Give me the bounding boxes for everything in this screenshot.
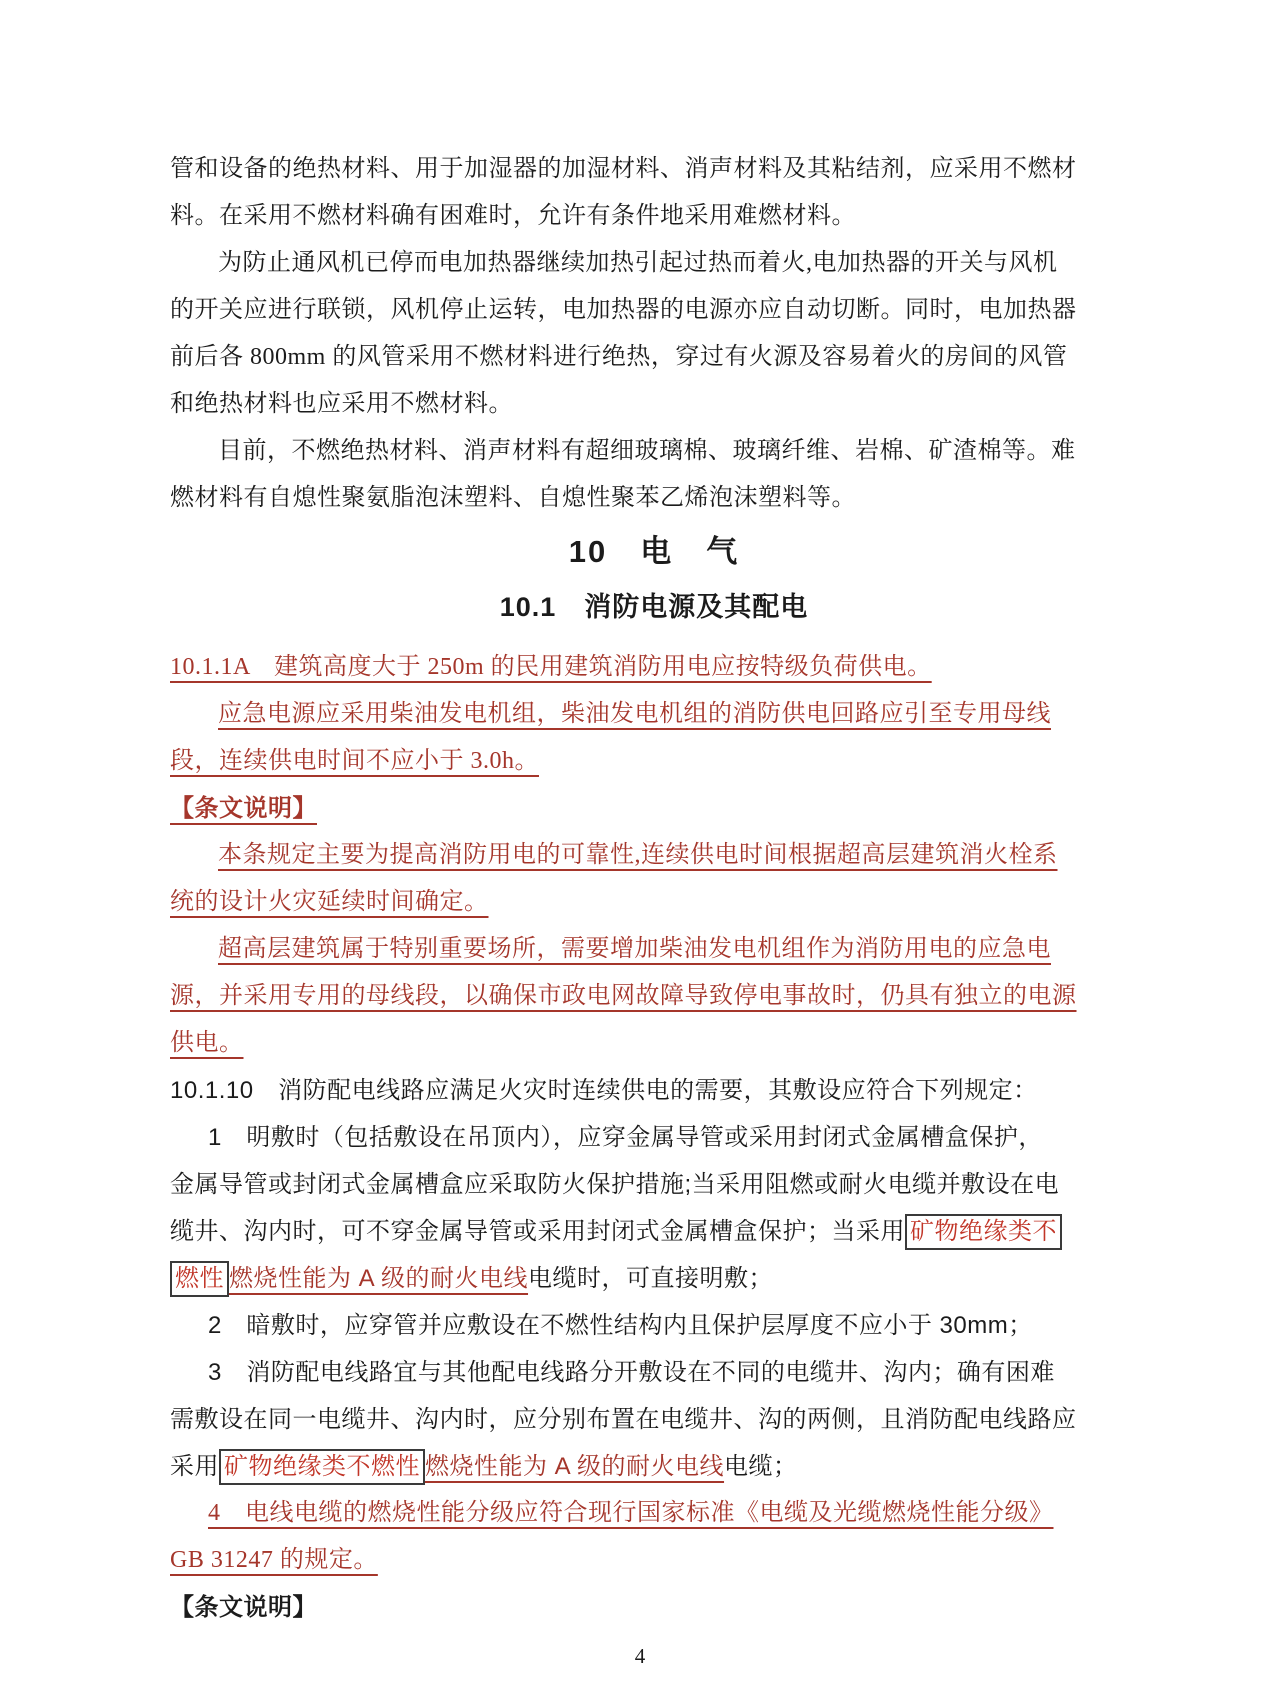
revision-red-text: 10.1.1A 建筑高度大于 250m 的民用建筑消防用电应按特级负荷供电。 — [170, 654, 932, 680]
commentary-line — [170, 973, 1138, 1020]
body-line — [170, 381, 1138, 428]
text-segment: 缆井、沟内时，可不穿金属导管或采用封闭式金属槽盒保护；当采用 — [170, 1218, 905, 1245]
clause-line — [170, 691, 1138, 738]
text-segment: 金属导管或封闭式金属槽盒应采取防火保护措施;当采用阻燃或耐火电缆并敷设在电 — [170, 1171, 1060, 1198]
text-segment: 2 暗敷时，应穿管并应敷设在不燃性结构内且保护层厚度不应小于 30mm； — [208, 1312, 1033, 1339]
revision-red-text: 燃烧性能为 A 级的耐火电线 — [229, 1265, 529, 1292]
text-segment: 10.1 消防电源及其配电 — [499, 592, 809, 622]
text-segment: 3 消防配电线路宜与其他配电线路分开敷设在不同的电缆井、沟内；确有困难 — [208, 1359, 1055, 1386]
document-content — [170, 146, 1138, 1631]
commentary-line — [170, 832, 1138, 879]
revision-red-text: 统的设计火灾延续时间确定。 — [170, 889, 489, 915]
commentary-line — [170, 1020, 1138, 1067]
body-line — [170, 334, 1138, 381]
clause-item-line — [170, 1114, 1138, 1161]
revision-red-text: 源，并采用专用的母线段，以确保市政电网故障导致停电事故时，仍具有独立的电源 — [170, 983, 1077, 1009]
revision-red-text: 本条规定主要为提高消防用电的可靠性,连续供电时间根据超高层建筑消火栓系 — [218, 842, 1058, 868]
revision-red-text: 超高层建筑属于特别重要场所，需要增加柴油发电机组作为消防用电的应急电 — [218, 936, 1051, 962]
clause-item-line — [170, 1255, 1138, 1302]
revision-red-text: 燃烧性能为 A 级的耐火电线 — [425, 1453, 725, 1480]
commentary-label — [170, 785, 1138, 832]
revision-red-text: GB 31247 的规定。 — [170, 1547, 378, 1573]
revision-red-text: 【条文说明】 — [170, 795, 317, 822]
text-segment: 采用 — [170, 1453, 219, 1480]
text-segment: 的开关应进行联锁，风机停止运转，电加热器的电源亦应自动切断。同时，电加热器 — [170, 297, 1077, 323]
text-segment: 目前，不燃绝热材料、消声材料有超细玻璃棉、玻璃纤维、岩棉、矿渣棉等。难 — [218, 438, 1076, 464]
revision-red-text: 供电。 — [170, 1030, 244, 1056]
clause-item-line — [170, 1490, 1138, 1537]
clause-line — [170, 1067, 1138, 1114]
chapter-heading — [170, 524, 1138, 580]
body-line — [170, 240, 1138, 287]
commentary-label — [170, 1584, 1138, 1631]
page-number: 4 — [634, 1644, 646, 1668]
clause-item-line — [170, 1349, 1138, 1396]
clause-item-line — [170, 1443, 1138, 1490]
text-segment: 10 电 气 — [568, 534, 740, 569]
text-segment: 燃材料有自熄性聚氨脂泡沫塑料、自熄性聚苯乙烯泡沫塑料等。 — [170, 485, 856, 511]
text-segment: 电缆； — [724, 1453, 798, 1480]
text-segment: 1 明敷时（包括敷设在吊顶内），应穿金属导管或采用封闭式金属槽盒保护， — [208, 1124, 1043, 1151]
body-line — [170, 428, 1138, 475]
body-line — [170, 146, 1138, 193]
clause-line — [170, 738, 1138, 785]
revision-boxed-text: 矿物绝缘类不 — [905, 1214, 1062, 1250]
text-segment: 前后各 800mm 的风管采用不燃材料进行绝热，穿过有火源及容易着火的房间的风管 — [170, 344, 1068, 370]
body-line — [170, 287, 1138, 334]
clause-item-line — [170, 1161, 1138, 1208]
clause-item-line — [170, 1302, 1138, 1349]
clause-item-line — [170, 1396, 1138, 1443]
revision-red-text: 4 电线电缆的燃烧性能分级应符合现行国家标准《电缆及光缆燃烧性能分级》 — [208, 1500, 1054, 1526]
text-segment: 10.1.10 消防配电线路应满足火灾时连续供电的需要，其敷设应符合下列规定： — [170, 1077, 1038, 1104]
clause-item-line — [170, 1537, 1138, 1584]
clause-item-line — [170, 1208, 1138, 1255]
body-line — [170, 475, 1138, 522]
text-segment: 【条文说明】 — [170, 1594, 317, 1621]
clause-line — [170, 644, 1138, 691]
commentary-line — [170, 879, 1138, 926]
text-segment: 为防止通风机已停而电加热器继续加热引起过热而着火,电加热器的开关与风机 — [218, 250, 1058, 276]
text-segment: 需敷设在同一电缆井、沟内时，应分别布置在电缆井、沟的两侧，且消防配电线路应 — [170, 1406, 1077, 1433]
revision-red-text: 段，连续供电时间不应小于 3.0h。 — [170, 748, 539, 774]
section-heading — [170, 580, 1138, 634]
text-segment: 料。在采用不燃材料确有困难时，允许有条件地采用难燃材料。 — [170, 203, 856, 229]
text-segment: 电缆时，可直接明敷； — [528, 1265, 774, 1292]
revision-boxed-text: 燃性 — [170, 1261, 229, 1297]
revision-boxed-text: 矿物绝缘类不燃性 — [219, 1449, 425, 1485]
text-segment: 和绝热材料也应采用不燃材料。 — [170, 391, 513, 417]
body-line — [170, 193, 1138, 240]
text-segment: 管和设备的绝热材料、用于加湿器的加湿材料、消声材料及其粘结剂，应采用不燃材 — [170, 156, 1077, 182]
commentary-line — [170, 926, 1138, 973]
revision-red-text: 应急电源应采用柴油发电机组，柴油发电机组的消防供电回路应引至专用母线 — [218, 701, 1051, 727]
